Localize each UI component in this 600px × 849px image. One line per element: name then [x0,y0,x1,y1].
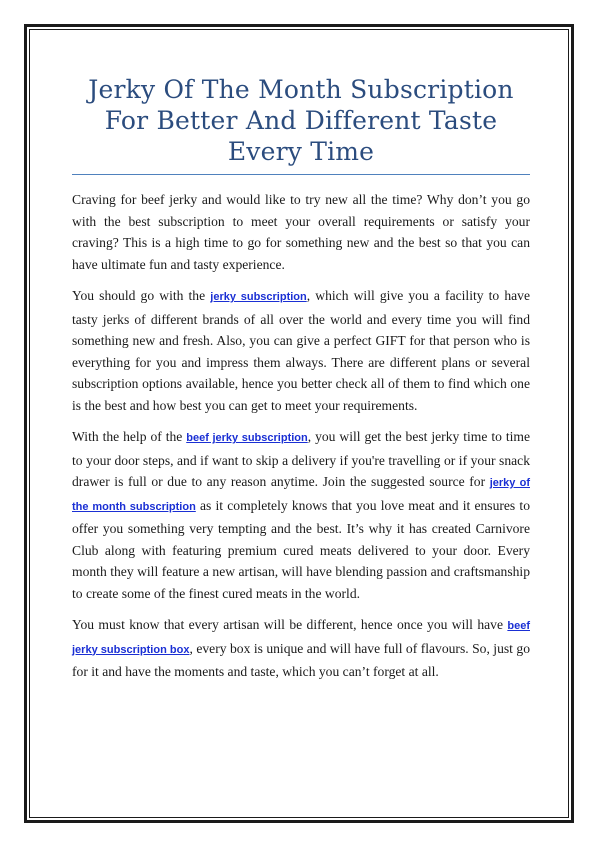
paragraph-1 [72,189,530,275]
paragraph-text: , you will get the best jerky time to time to your door steps, and if want to skip a delivery if you're travelling or if your snack drawer is full or due to any reason anytime. Join the suggested source for [72,429,530,489]
link-jerky-of-the-month-subscription[interactable]: jerky of the month subscription [72,477,530,513]
paragraph-2 [72,285,530,416]
paragraph-text: as it completely knows that you love meat and it ensures to offer you something very tempting and the best. It’s why it has created Carnivore Club along with featuring premium cured meats delivered to your door. Every month they will feature a new artisan, will have blending passion and craftsmanship to create some of the finest cured meats in the world. [72,497,530,601]
paragraph-3 [72,426,530,604]
paragraph-text: You should go with the [72,288,211,303]
paragraph-text: You must know that every artisan will be different, hence once you will have [72,617,508,632]
title-underline [72,174,530,175]
document-body [72,74,530,693]
link-beef-jerky-subscription-box[interactable]: beef jerky subscription box [72,620,530,656]
paragraph-text: Craving for beef jerky and would like to try new all the time? Why don’t you go with the best subscription to meet your overall requirements or satisfy your craving? This is a high time to go for something new and the best so that you can have ultimate fun and tasty experience. [72,192,530,272]
page-title: Jerky Of The Month Subscription For Better And Different Taste Every Time [88,75,514,166]
link-jerky-subscription[interactable]: jerky subscription [210,291,307,303]
paragraph-4 [72,614,530,683]
link-beef-jerky-subscription[interactable]: beef jerky subscription [186,432,308,444]
paragraph-text: , every box is unique and will have full of flavours. So, just go for it and have the moments and taste, which you can’t forget at all. [72,640,530,679]
paragraph-text: With the help of the [72,429,187,444]
paragraph-text: , which will give you a facility to have tasty jerks of different brands of all over the world and every time you will find something new and fresh. Also, you can give a perfect GIFT for that person who is everything for you and impress them always. There are different plans or several subscription options available, hence you better check all of them to find which one is the best and how best you can get to meet your requirements. [72,288,531,413]
